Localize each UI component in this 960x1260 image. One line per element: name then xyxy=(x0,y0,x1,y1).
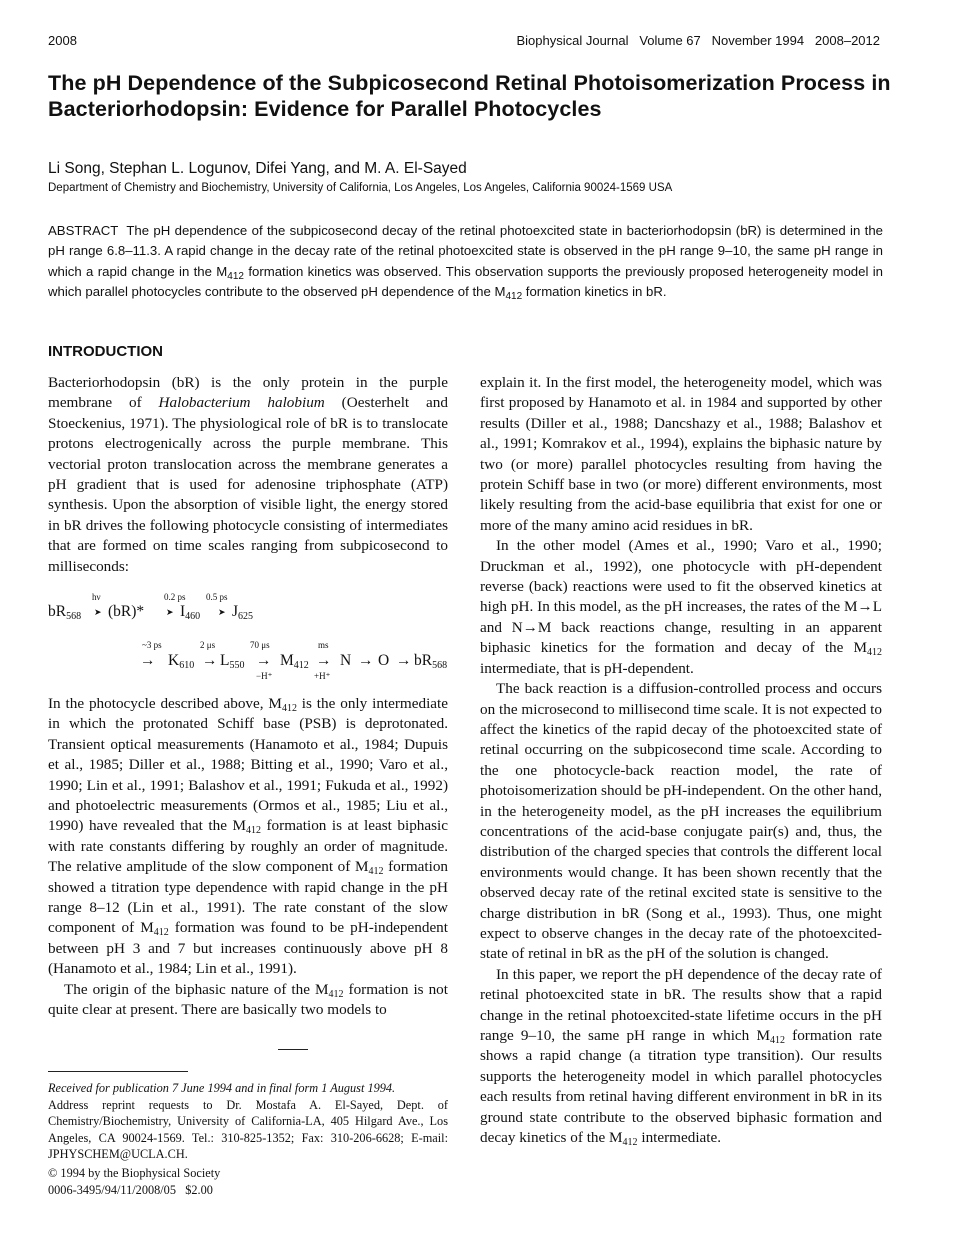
section-heading: INTRODUCTION xyxy=(48,343,163,360)
arrow-icon: ➤ xyxy=(218,607,226,617)
scheme-species: $bR_{568}$ xyxy=(414,652,448,671)
paragraph: In the photocycle described above, $M_{412}$ is the only intermediate in which the protonated Schiff base (PSB) is deprotonated. Transient optical measurements (Hanamoto et al., 1984; Dupuis et al., 1985; Diller et al., 1988; Bitting et al., 1990; Varo et al., 1990; Lin et al., 1991; Balashov et al., 1991; Fukuda et al., 1992) and photoelectric measurements (Ormos et al., 1985; Liu et al., 1990) have revealed that the $M_{412}$ formation is at least biphasic with rate constants differing by roughly an order of magnitude. The relative amplitude of the slow component of $M_{412}$ formation showed a titration type dependence with rapid change in the pH range 8–12 (Lin et al., 1991). The rate constant of the slow component of $M_{412}$ formation was found to be pH-independent between pH 3 and 7 but increases continuously above pH 8 (Hanamoto et al., 1984; Lin et al., 1991). xyxy=(48,695,449,978)
paragraph: The origin of the biphasic nature of the $M_{412}$ formation is not quite clear at present. There are basically two models to xyxy=(48,980,448,1019)
scheme-species: $K_{610}$ xyxy=(168,652,195,671)
scheme-species: O xyxy=(378,652,390,669)
scheme-label: +H⁺ xyxy=(314,671,331,681)
arrow-icon: → xyxy=(358,652,374,669)
divider xyxy=(278,1049,308,1050)
paragraph: In the other model (Ames et al., 1990; Varo et al., 1990; Druckman et al., 1992), one photocycle with pH-dependent reverse (back) reactions were used to fit the observed kinetics at high pH. In this model, as the pH increases, the rates of the M→L and N→M back reactions change, resulting in an apparent biphasic kinetics for the formation and decay of the $M_{412}$ intermediate, that is pH-dependent. xyxy=(480,537,882,677)
scheme-species: N xyxy=(340,652,352,669)
paragraph: explain it. In the first model, the heterogeneity model, which was first proposed by Hanamoto et al. in 1984 and supported by other results (Diller et al., 1988; Dancshazy et al., 1988; Balashov et al., 1991; Komrakov et al., 1994), explains the biphasic nature by two (or more) parallel photocycles resulting from having the protein Schiff base in two (or more) different environments, most likely resulting from the acid-base equilibria that exist for one or more of the many amino acid residues in bR. xyxy=(480,374,882,534)
arrow-icon: → xyxy=(256,652,272,669)
arrow-icon: → xyxy=(140,652,156,669)
species-name: Halobacterium halobium xyxy=(158,394,325,412)
scheme-label: ms xyxy=(318,640,329,650)
scheme-label: 0.5 ps xyxy=(206,592,228,602)
authors: Li Song, Stephan L. Logunov, Difei Yang, and M. A. El-Sayed xyxy=(48,160,467,177)
scheme-species: (bR)* xyxy=(108,603,145,620)
arrow-icon: → xyxy=(202,652,218,669)
scheme-species: $I_{460}$ xyxy=(180,603,201,622)
affiliation: Department of Chemistry and Biochemistry, University of California, Los Angeles, Los Angeles, California 90024-1569 USA xyxy=(48,182,673,194)
arrow-icon: ➤ xyxy=(94,607,102,617)
arrow-icon: ➤ xyxy=(166,607,174,617)
arrow-icon: → xyxy=(396,652,412,669)
running-head: Biophysical Journal Volume 67 November 1994 2008–2012 xyxy=(516,33,880,48)
scheme-label: −H⁺ xyxy=(256,671,273,681)
paper-title: The pH Dependence of the Subpicosecond Retinal Photoisomerization Process in Bacteriorhodopsin: Evidence for Parallel Photocycles xyxy=(48,71,891,121)
scheme-label: hν xyxy=(92,592,101,602)
abstract-text: formation kinetics in bR. xyxy=(522,284,667,300)
footnote xyxy=(48,1080,448,1198)
received-date: Received for publication 7 June 1994 and in final form 1 August 1994. xyxy=(48,1081,396,1095)
footnote-rule xyxy=(48,1071,188,1072)
page-number: 2008 xyxy=(48,33,77,48)
paragraph: Bacteriorhodopsin (bR) is the only protein in the purple membrane of Halobacterium halobium (Oesterhelt and Stoeckenius, 1971). The physiological role of bR is to translocate protons electrogenically across the purple membrane. This vectorial proton translocation across the membrane generates a pH gradient that is used for adenosine triphosphate (ATP) synthesis. Upon the absorption of visible light, the energy stored in bR drives the following photocycle consisting of intermediates that are formed on time scales ranging from subpicosecond to milliseconds: xyxy=(48,374,448,575)
reprint-address: Address reprint requests to Dr. Mostafa A. El-Sayed, Dept. of Chemistry/Biochemistry, University of California-LA, 405 Hilgard Ave., Los Angeles, CA 90024-1569. Tel.: 310-825-1352; Fax: 310-206-6628; E-mail: JPHYSCHEM@UCLA.CH. xyxy=(48,1097,448,1162)
arrow-icon: → xyxy=(316,652,332,669)
body-column-right xyxy=(480,373,882,1148)
body-column-left-top xyxy=(48,373,448,577)
body-column-left-bottom xyxy=(48,694,448,1021)
subscript: 412 xyxy=(227,270,244,282)
scheme-label: 70 μs xyxy=(250,640,270,650)
scheme-species: $L_{550}$ xyxy=(220,652,245,671)
paragraph: In this paper, we report the pH dependence of the decay rate of retinal photoexcited state in bR. The results show that a rapid change in the retinal photoexcited-state lifetime occurs in the pH range 9–10, the same pH range in which $M_{412}$ formation rate shows a rapid change (a titration type transition). Our results supports the heterogeneity model in which parallel photocycles each results from retinal having different environment in bR in its ground state contribute to the observed biphasic formation and decay kinetics of the $M_{412}$ intermediate. xyxy=(480,965,882,1149)
abstract-text: The pH dependence of the subpicosecond decay of the retinal photoexcited state in bacteriorhodopsin (bR) is determined in the pH range 6.8–11.3. A rapid change in the decay rate of the retinal photoexcited state is observed in the pH range 9–10, the same pH range in which a rapid change in the M xyxy=(48,223,883,279)
article-code: 0006-3495/94/11/2008/05 $2.00 xyxy=(48,1182,213,1197)
scheme-label: ~3 ps xyxy=(142,640,162,650)
abstract-text: formation kinetics was observed. This observation supports the previously proposed heterogeneity model in which parallel photocycles contribute to the observed pH dependence of the M xyxy=(48,263,883,300)
paragraph: The back reaction is a diffusion-controlled process and occurs on the microsecond to millisecond time scale. It is not expected to affect the kinetics of the rapid decay of the photoexcited state of retinal occurring on the subpicosecond time scale. According to the one photocycle-back reaction model, the rate of photoisomerization should be pH-independent. On the other hand, in the heterogeneity model, as the pH increases the equilibrium concentrations of the acid-base conjugate pair(s) and, thus, the distribution of the charged species that controls the different local environments would change. It has been shown recently that the observed decay rate of the retinal excited state is sensitive to the charge distribution in bR (Song et al., 1993). Thus, one might expect to observe changes in the decay rate of the photoexcited-state of retinal in bR as the pH of the solution is changed. xyxy=(480,680,882,963)
scheme-species: $bR_{568}$ xyxy=(48,603,82,622)
subscript: 412 xyxy=(505,291,523,303)
scheme-species: $M_{412}$ xyxy=(280,652,309,671)
scheme-label: 2 μs xyxy=(200,640,216,650)
copyright: © 1994 by the Biophysical Society xyxy=(48,1165,221,1180)
scheme-label: 0.2 ps xyxy=(164,592,186,602)
abstract-label: ABSTRACT xyxy=(48,223,119,238)
scheme-species: $J_{625}$ xyxy=(232,603,254,622)
abstract xyxy=(48,221,883,303)
